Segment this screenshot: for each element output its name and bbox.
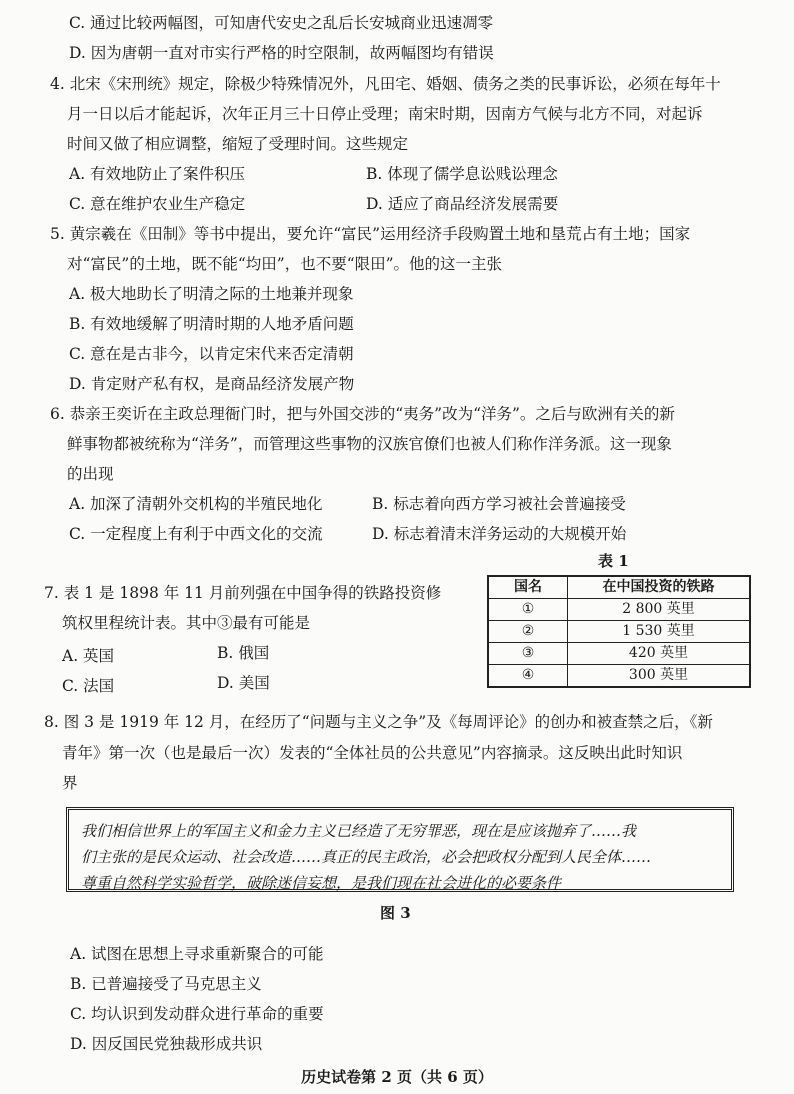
q6-option-a: A. 加深了清朝外交机构的半殖民地化 bbox=[69, 495, 323, 513]
q4-option-a: A. 有效地防止了案件积压 bbox=[69, 165, 246, 183]
table-row bbox=[488, 621, 750, 643]
q8-stem-line1: 8. 图 3 是 1919 年 12 月，在经历了“问题与主义之争”及《每周评论》的创办和被查禁之后，《新 bbox=[44, 713, 713, 731]
figure3-quote-box bbox=[66, 807, 734, 892]
q4-stem-line1: 4. 北宋《宋刑统》规定，除极少特殊情况外，凡田宅、婚姻、债务之类的民事诉讼，必须在每年十 bbox=[50, 75, 721, 93]
q3-option-d: D. 因为唐朝一直对市实行严格的时空限制，故两幅图均有错误 bbox=[69, 44, 494, 62]
q6-stem-line1: 6. 恭亲王奕䜣在主政总理衙门时，把与外国交涉的“夷务”改为“洋务”。之后与欧洲有关的新 bbox=[50, 405, 675, 423]
q7-option-d: D. 美国 bbox=[217, 674, 270, 692]
quote-line: 们主张的是民众运动、社会改造……真正的民主政治，必会把政权分配到人民全体…… bbox=[81, 848, 652, 866]
table-row bbox=[488, 599, 750, 621]
table-cell-country: ③ bbox=[488, 643, 568, 665]
table-row bbox=[488, 665, 750, 688]
q8-option-d: D. 因反国民党独裁形成共识 bbox=[70, 1035, 263, 1053]
q7-stem-line1: 7. 表 1 是 1898 年 11 月前列强在中国争得的铁路投资修 bbox=[44, 584, 442, 602]
table-header-country: 国名 bbox=[488, 576, 568, 599]
q7-option-b: B. 俄国 bbox=[217, 644, 270, 662]
quote-line: 我们相信世界上的军国主义和金力主义已经造了无穷罪恶，现在是应该抛弃了……我 bbox=[81, 822, 637, 840]
q3-option-c: C. 通过比较两幅图，可知唐代安史之乱后长安城商业迅速凋零 bbox=[69, 14, 494, 32]
table-header-row bbox=[488, 576, 750, 599]
q6-stem-line3: 的出现 bbox=[67, 465, 114, 483]
railway-table bbox=[487, 575, 751, 688]
table-cell-mileage: 1 530 英里 bbox=[568, 621, 751, 643]
q6-option-d: D. 标志着清末洋务运动的大规模开始 bbox=[372, 525, 627, 543]
q4-stem-line2: 月一日以后才能起诉，次年正月三十日停止受理；南宋时期，因南方气候与北方不同，对起诉 bbox=[67, 105, 703, 123]
table-cell-mileage: 420 英里 bbox=[568, 643, 751, 665]
q6-stem-line2: 鲜事物都被统称为“洋务”，而管理这些事物的汉族官僚们也被人们称作洋务派。这一现象 bbox=[67, 435, 672, 453]
q7-option-c: C. 法国 bbox=[62, 677, 115, 695]
q5-option-a: A. 极大地助长了明清之际的土地兼并现象 bbox=[69, 285, 354, 303]
table-cell-country: ④ bbox=[488, 665, 568, 688]
figure3-caption: 图 3 bbox=[380, 904, 411, 922]
q7-stem-line2: 筑权里程统计表。其中③最有可能是 bbox=[62, 614, 311, 632]
q5-option-c: C. 意在是古非今，以肯定宋代来否定清朝 bbox=[69, 345, 354, 363]
q8-stem-line2: 青年》第一次（也是最后一次）发表的“全体社员的公共意见”内容摘录。这反映出此时知识 bbox=[62, 744, 683, 762]
q8-option-a: A. 试图在思想上寻求重新聚合的可能 bbox=[70, 945, 324, 963]
q5-option-d: D. 肯定财产私有权，是商品经济发展产物 bbox=[69, 375, 355, 393]
table-cell-country: ② bbox=[488, 621, 568, 643]
q6-option-b: B. 标志着向西方学习被社会普遍接受 bbox=[372, 495, 626, 513]
q4-option-b: B. 体现了儒学息讼贱讼理念 bbox=[366, 165, 558, 183]
q4-option-c: C. 意在维护农业生产稳定 bbox=[69, 195, 246, 213]
q4-option-d: D. 适应了商品经济发展需要 bbox=[366, 195, 559, 213]
q5-option-b: B. 有效地缓解了明清时期的人地矛盾问题 bbox=[69, 315, 354, 333]
table-cell-country: ① bbox=[488, 599, 568, 621]
q6-option-c: C. 一定程度上有利于中西文化的交流 bbox=[69, 525, 323, 543]
q4-stem-line3: 时间又做了相应调整，缩短了受理时间。这些规定 bbox=[67, 135, 409, 153]
table-cell-mileage: 2 800 英里 bbox=[568, 599, 751, 621]
q5-stem-line2: 对“富民”的土地，既不能“均田”，也不要“限田”。他的这一主张 bbox=[67, 255, 503, 273]
page-footer: 历史试卷第 2 页（共 6 页） bbox=[301, 1068, 493, 1086]
table-cell-mileage: 300 英里 bbox=[568, 665, 751, 688]
quote-line: 尊重自然科学实验哲学，破除迷信妄想，是我们现在社会进化的必要条件 bbox=[81, 874, 562, 892]
q7-option-a: A. 英国 bbox=[62, 647, 115, 665]
q8-stem-line3: 界 bbox=[62, 774, 78, 792]
q8-option-b: B. 已普遍接受了马克思主义 bbox=[70, 975, 262, 993]
table-header-railway: 在中国投资的铁路 bbox=[568, 576, 751, 599]
q8-option-c: C. 均认识到发动群众进行革命的重要 bbox=[70, 1005, 324, 1023]
table1-caption: 表 1 bbox=[598, 552, 629, 570]
table-row bbox=[488, 643, 750, 665]
q5-stem-line1: 5. 黄宗羲在《田制》等书中提出，要允许“富民”运用经济手段购置土地和垦荒占有土地；国家 bbox=[50, 225, 691, 243]
